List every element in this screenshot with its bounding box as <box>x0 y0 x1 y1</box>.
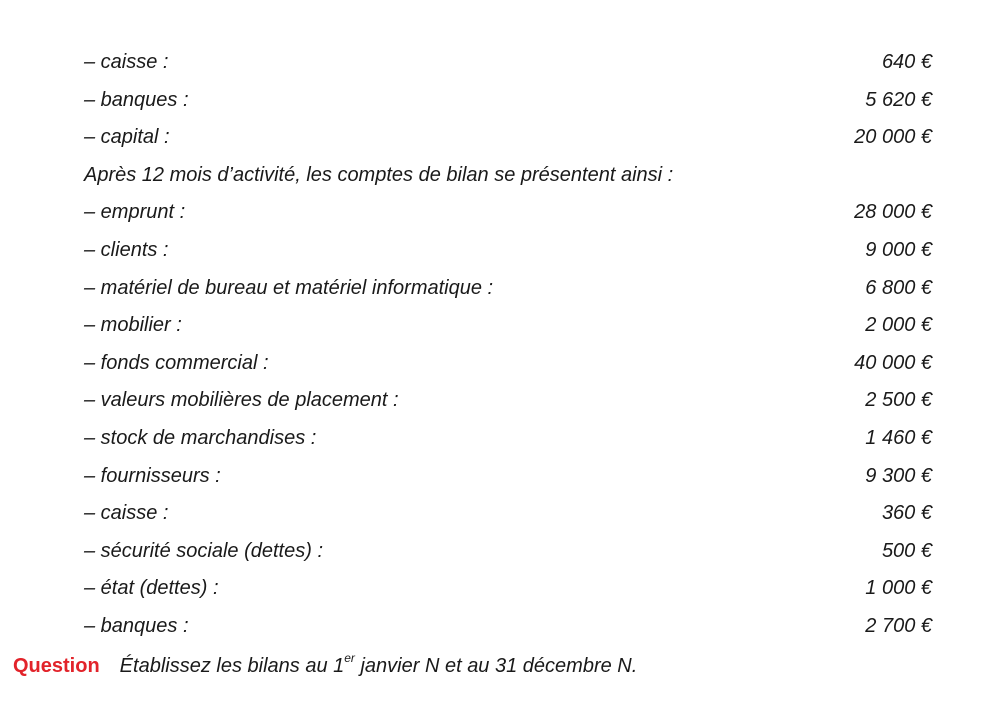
intro-sentence <box>84 157 932 195</box>
account-amount: 9 300 € <box>865 464 932 487</box>
account-line <box>84 270 932 308</box>
account-label: – matériel de bureau et matériel informatique : <box>84 276 494 299</box>
account-line <box>84 570 932 608</box>
account-amount: 2 700 € <box>865 614 932 637</box>
account-line <box>84 495 932 533</box>
account-amount: 6 800 € <box>865 276 932 299</box>
account-amount: 640 € <box>881 51 932 73</box>
account-amount: 2 500 € <box>865 389 932 412</box>
account-line <box>84 82 932 120</box>
account-label: – capital : <box>84 126 170 149</box>
account-line <box>84 194 932 232</box>
account-amount: 2 000 € <box>865 314 932 337</box>
account-line <box>84 345 932 383</box>
question-text <box>119 651 638 677</box>
account-amount: 500 € <box>881 539 932 562</box>
account-label: – caisse : <box>84 502 169 525</box>
account-label: – banques : <box>84 614 189 637</box>
account-line <box>84 232 932 270</box>
question-superscript: er <box>344 651 355 666</box>
question-label: Question <box>13 655 100 677</box>
account-amount: 360 € <box>881 502 932 525</box>
question-text-end: janvier N et au 31 décembre N. <box>354 655 638 677</box>
account-label: – stock de marchandises : <box>84 426 317 449</box>
account-line <box>84 119 932 157</box>
intro-text: Après 12 mois d’activité, les comptes de bilan se présentent ainsi : <box>84 163 674 186</box>
account-line <box>84 420 932 458</box>
account-label: – clients : <box>84 238 169 261</box>
account-line <box>84 44 932 82</box>
account-amount: 1 000 € <box>865 577 932 600</box>
account-line <box>84 382 932 420</box>
account-label: – emprunt : <box>84 201 186 224</box>
account-label: – valeurs mobilières de placement : <box>84 389 399 412</box>
account-amount: 28 000 € <box>854 201 932 224</box>
account-label: – fonds commercial : <box>84 351 269 374</box>
question-text-start: Établissez les bilans au 1 <box>119 655 345 677</box>
account-list <box>84 44 932 646</box>
account-amount: 9 000 € <box>865 238 932 261</box>
account-line <box>84 608 932 646</box>
account-amount: 5 620 € <box>865 88 932 111</box>
account-amount: 1 460 € <box>865 426 932 449</box>
account-amount: 20 000 € <box>854 126 932 149</box>
account-label: – état (dettes) : <box>84 577 219 600</box>
account-label: – sécurité sociale (dettes) : <box>84 539 323 562</box>
account-line <box>84 458 932 496</box>
account-label: – fournisseurs : <box>84 464 221 487</box>
account-label: – banques : <box>84 88 189 111</box>
question-block <box>13 647 637 685</box>
account-line <box>84 533 932 571</box>
account-amount: 40 000 € <box>854 351 932 374</box>
account-line <box>84 307 932 345</box>
account-label: – caisse : <box>84 51 169 73</box>
account-label: – mobilier : <box>84 314 182 337</box>
